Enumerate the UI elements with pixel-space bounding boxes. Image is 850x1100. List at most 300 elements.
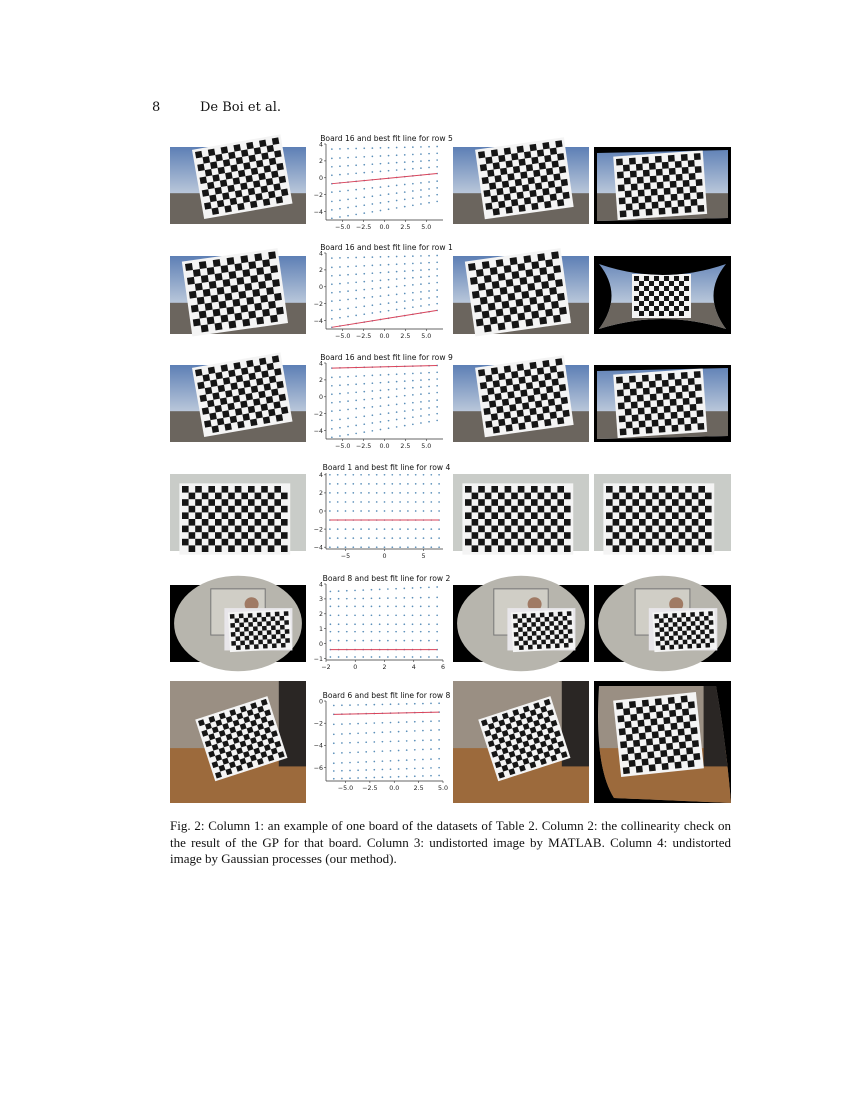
data-point <box>420 587 422 589</box>
data-point <box>430 775 432 777</box>
x-tick-label: −2 <box>321 664 331 671</box>
data-point <box>396 426 398 428</box>
data-point <box>406 730 408 732</box>
data-point <box>428 297 430 299</box>
y-tick-label: 0 <box>318 175 323 183</box>
data-point <box>329 474 331 476</box>
data-point <box>420 182 422 184</box>
data-point <box>330 623 332 625</box>
data-point <box>352 537 354 539</box>
data-point <box>372 414 374 416</box>
data-point <box>391 546 393 548</box>
data-point <box>347 282 349 284</box>
data-point <box>428 372 430 374</box>
checkerboard <box>475 137 574 219</box>
data-point <box>339 435 341 437</box>
data-point <box>396 404 398 406</box>
data-point <box>362 598 364 600</box>
data-point <box>379 614 381 616</box>
original-image <box>170 365 306 442</box>
data-point <box>403 588 405 590</box>
data-point <box>412 190 414 192</box>
data-point <box>372 375 374 377</box>
data-point <box>404 300 406 302</box>
data-point <box>398 740 400 742</box>
data-point <box>384 546 386 548</box>
data-point <box>347 409 349 411</box>
data-point <box>412 255 414 257</box>
data-point <box>339 291 341 293</box>
data-point <box>420 401 422 403</box>
data-point <box>371 597 373 599</box>
data-point <box>384 501 386 503</box>
data-point <box>355 156 357 158</box>
data-point <box>368 483 370 485</box>
data-point <box>341 742 343 744</box>
data-point <box>428 202 430 204</box>
data-point <box>436 268 438 270</box>
data-point <box>339 317 341 319</box>
data-point <box>331 283 333 285</box>
data-point <box>331 300 333 302</box>
data-point <box>436 640 438 642</box>
data-point <box>403 606 405 608</box>
data-point <box>398 731 400 733</box>
data-point <box>363 399 365 401</box>
data-point <box>404 255 406 257</box>
data-point <box>339 216 341 218</box>
data-point <box>438 775 440 777</box>
data-point <box>407 483 409 485</box>
x-tick-label: −2.5 <box>355 224 372 231</box>
data-point <box>406 768 408 770</box>
data-point <box>368 501 370 503</box>
data-point <box>412 402 414 404</box>
data-point <box>371 656 373 658</box>
data-point <box>346 598 348 600</box>
data-point <box>357 704 359 706</box>
data-point <box>396 294 398 296</box>
x-tick-label: −5.0 <box>335 333 351 340</box>
data-point <box>436 371 438 373</box>
data-point <box>436 631 438 633</box>
data-point <box>371 589 373 591</box>
data-point <box>372 171 374 173</box>
data-point <box>415 537 417 539</box>
y-tick-label: −4 <box>313 317 323 325</box>
y-tick-label: −4 <box>313 742 323 750</box>
data-point <box>414 749 416 751</box>
x-tick-label: 2.5 <box>400 333 411 340</box>
data-point <box>337 546 339 548</box>
x-tick-label: 5.0 <box>421 333 432 340</box>
data-point <box>338 598 340 600</box>
data-point <box>388 427 390 429</box>
data-point <box>376 483 378 485</box>
collinearity-plot <box>312 690 451 794</box>
data-point <box>339 200 341 202</box>
data-point <box>388 302 390 304</box>
data-point <box>347 316 349 318</box>
data-point <box>428 167 430 169</box>
data-point <box>412 380 414 382</box>
data-point <box>412 409 414 411</box>
data-point <box>355 281 357 283</box>
data-point <box>396 271 398 273</box>
data-point <box>373 722 375 724</box>
data-point <box>391 474 393 476</box>
data-point <box>420 415 422 417</box>
data-point <box>341 704 343 706</box>
data-point <box>347 148 349 150</box>
x-tick-label: −2.5 <box>355 333 372 340</box>
data-point <box>395 614 397 616</box>
y-tick-label: −4 <box>313 208 323 216</box>
data-point <box>396 278 398 280</box>
data-point <box>438 528 440 530</box>
data-point <box>329 528 331 530</box>
data-point <box>420 305 422 307</box>
data-point <box>399 546 401 548</box>
data-point <box>330 640 332 642</box>
data-point <box>391 492 393 494</box>
data-point <box>403 656 405 658</box>
data-point <box>347 299 349 301</box>
checkerboard <box>228 609 292 652</box>
data-point <box>341 752 343 754</box>
data-point <box>423 510 425 512</box>
data-point <box>331 310 333 312</box>
data-point <box>390 750 392 752</box>
data-point <box>404 307 406 309</box>
data-point <box>349 723 351 725</box>
data-point <box>412 606 414 608</box>
data-point <box>428 262 430 264</box>
data-point <box>349 752 351 754</box>
data-point <box>430 546 432 548</box>
data-point <box>376 528 378 530</box>
running-header-authors: De Boi et al. <box>200 100 282 115</box>
data-point <box>387 623 389 625</box>
data-point <box>388 404 390 406</box>
data-point <box>365 732 367 734</box>
data-point <box>337 483 339 485</box>
data-point <box>399 537 401 539</box>
data-point <box>380 210 382 212</box>
data-point <box>406 749 408 751</box>
data-point <box>430 729 432 731</box>
data-point <box>347 426 349 428</box>
y-tick-label: 2 <box>318 377 323 385</box>
data-point <box>423 537 425 539</box>
data-point <box>438 510 440 512</box>
matlab-undistorted-image <box>453 681 589 803</box>
data-point <box>363 164 365 166</box>
data-point <box>438 739 440 741</box>
data-point <box>423 492 425 494</box>
data-point <box>379 589 381 591</box>
y-tick-label: 3 <box>318 596 323 604</box>
x-tick-label: 2 <box>382 664 387 671</box>
data-point <box>380 202 382 204</box>
data-point <box>347 384 349 386</box>
data-point <box>396 263 398 265</box>
data-point <box>331 428 333 430</box>
data-point <box>331 410 333 412</box>
data-point <box>422 759 424 761</box>
data-point <box>333 733 335 735</box>
data-point <box>379 640 381 642</box>
data-point <box>388 310 390 312</box>
data-point <box>415 546 417 548</box>
data-point <box>406 721 408 723</box>
original-image <box>170 474 306 551</box>
data-point <box>406 759 408 761</box>
data-point <box>436 159 438 161</box>
data-point <box>331 174 333 176</box>
data-point <box>333 778 335 780</box>
x-tick-label: 2.5 <box>400 224 411 231</box>
data-point <box>355 425 357 427</box>
data-point <box>412 623 414 625</box>
data-point <box>371 606 373 608</box>
data-point <box>372 304 374 306</box>
best-fit-line <box>332 310 437 327</box>
data-point <box>372 312 374 314</box>
data-point <box>372 296 374 298</box>
data-point <box>371 614 373 616</box>
y-tick-label: 0 <box>318 284 323 292</box>
data-point <box>388 155 390 157</box>
data-point <box>414 775 416 777</box>
y-tick-label: 2 <box>318 158 323 166</box>
data-point <box>388 256 390 258</box>
data-point <box>373 769 375 771</box>
data-point <box>347 190 349 192</box>
data-point <box>355 315 357 317</box>
data-point <box>330 656 332 658</box>
chart-title: Board 16 and best fit line for row 9 <box>320 353 453 362</box>
data-point <box>422 740 424 742</box>
data-point <box>399 510 401 512</box>
data-point <box>380 279 382 281</box>
data-point <box>399 528 401 530</box>
data-point <box>354 631 356 633</box>
data-point <box>430 510 432 512</box>
data-point <box>396 411 398 413</box>
data-point <box>363 256 365 258</box>
data-point <box>341 733 343 735</box>
data-point <box>412 373 414 375</box>
data-point <box>396 200 398 202</box>
data-point <box>372 280 374 282</box>
gp-undistorted-image <box>594 474 731 551</box>
data-point <box>352 546 354 548</box>
data-point <box>412 277 414 279</box>
data-point <box>420 640 422 642</box>
data-point <box>412 394 414 396</box>
data-point <box>339 157 341 159</box>
data-point <box>331 217 333 219</box>
data-point <box>379 656 381 658</box>
data-point <box>382 760 384 762</box>
y-tick-label: 0 <box>318 698 323 706</box>
data-point <box>360 537 362 539</box>
data-point <box>430 720 432 722</box>
data-point <box>422 775 424 777</box>
data-point <box>363 383 365 385</box>
data-point <box>436 289 438 291</box>
x-tick-label: 4 <box>411 664 416 671</box>
data-point <box>380 413 382 415</box>
data-point <box>380 264 382 266</box>
data-point <box>396 192 398 194</box>
data-point <box>428 386 430 388</box>
data-point <box>371 623 373 625</box>
data-point <box>337 501 339 503</box>
data-point <box>355 391 357 393</box>
data-point <box>347 274 349 276</box>
data-point <box>372 163 374 165</box>
data-point <box>391 501 393 503</box>
data-point <box>390 741 392 743</box>
data-point <box>380 170 382 172</box>
data-point <box>372 272 374 274</box>
data-point <box>395 623 397 625</box>
data-point <box>407 510 409 512</box>
data-point <box>420 372 422 374</box>
data-point <box>372 147 374 149</box>
data-point <box>363 265 365 267</box>
data-point <box>347 266 349 268</box>
data-point <box>363 423 365 425</box>
data-point <box>438 767 440 769</box>
data-point <box>338 623 340 625</box>
data-point <box>382 741 384 743</box>
data-point <box>388 396 390 398</box>
data-point <box>339 401 341 403</box>
data-point <box>399 492 401 494</box>
data-point <box>415 483 417 485</box>
data-point <box>404 161 406 163</box>
data-point <box>412 204 414 206</box>
data-point <box>387 631 389 633</box>
data-point <box>338 590 340 592</box>
data-point <box>428 623 430 625</box>
data-point <box>415 492 417 494</box>
data-point <box>372 398 374 400</box>
data-point <box>414 721 416 723</box>
data-point <box>349 733 351 735</box>
data-point <box>330 631 332 633</box>
data-point <box>387 614 389 616</box>
data-point <box>360 528 362 530</box>
data-point <box>436 282 438 284</box>
data-point <box>354 656 356 658</box>
data-point <box>412 168 414 170</box>
data-point <box>382 731 384 733</box>
data-point <box>414 730 416 732</box>
data-point <box>329 492 331 494</box>
data-point <box>349 704 351 706</box>
data-point <box>331 318 333 320</box>
data-point <box>436 152 438 154</box>
data-point <box>420 298 422 300</box>
data-point <box>355 416 357 418</box>
data-point <box>404 285 406 287</box>
checkerboard <box>182 248 288 336</box>
data-point <box>388 271 390 273</box>
y-tick-label: −4 <box>313 427 323 435</box>
data-point <box>436 614 438 616</box>
data-point <box>407 492 409 494</box>
data-point <box>404 154 406 156</box>
data-point <box>380 272 382 274</box>
data-point <box>352 474 354 476</box>
data-point <box>373 761 375 763</box>
data-point <box>363 147 365 149</box>
collinearity-plot <box>312 242 453 342</box>
x-tick-label: −5.0 <box>335 443 351 450</box>
data-point <box>349 777 351 779</box>
data-point <box>345 492 347 494</box>
data-point <box>398 776 400 778</box>
data-point <box>368 492 370 494</box>
data-point <box>420 291 422 293</box>
data-point <box>355 148 357 150</box>
data-point <box>373 741 375 743</box>
x-tick-label: −5 <box>340 553 351 560</box>
data-point <box>345 474 347 476</box>
x-tick-label: 0 <box>382 553 387 560</box>
data-point <box>423 546 425 548</box>
data-point <box>347 400 349 402</box>
data-point <box>339 427 341 429</box>
data-point <box>412 146 414 148</box>
data-point <box>368 537 370 539</box>
checkerboard <box>603 483 714 554</box>
data-point <box>388 420 390 422</box>
gp-undistorted-image <box>594 681 731 803</box>
checkerboard <box>613 150 707 220</box>
x-tick-label: −5.0 <box>335 224 351 231</box>
data-point <box>329 483 331 485</box>
data-point <box>372 390 374 392</box>
data-point <box>415 510 417 512</box>
data-point <box>339 257 341 259</box>
data-point <box>333 770 335 772</box>
y-tick-label: 2 <box>318 611 323 619</box>
data-point <box>360 483 362 485</box>
y-tick-label: 2 <box>318 490 323 498</box>
data-point <box>436 399 438 401</box>
data-point <box>382 750 384 752</box>
data-point <box>380 155 382 157</box>
data-point <box>372 422 374 424</box>
data-point <box>354 606 356 608</box>
data-point <box>371 640 373 642</box>
data-point <box>363 375 365 377</box>
y-tick-label: 4 <box>318 141 323 149</box>
data-point <box>414 768 416 770</box>
x-tick-label: 0 <box>353 664 358 671</box>
data-point <box>379 606 381 608</box>
data-point <box>339 208 341 210</box>
data-point <box>428 282 430 284</box>
data-point <box>430 528 432 530</box>
data-point <box>376 492 378 494</box>
original-image <box>170 147 306 224</box>
